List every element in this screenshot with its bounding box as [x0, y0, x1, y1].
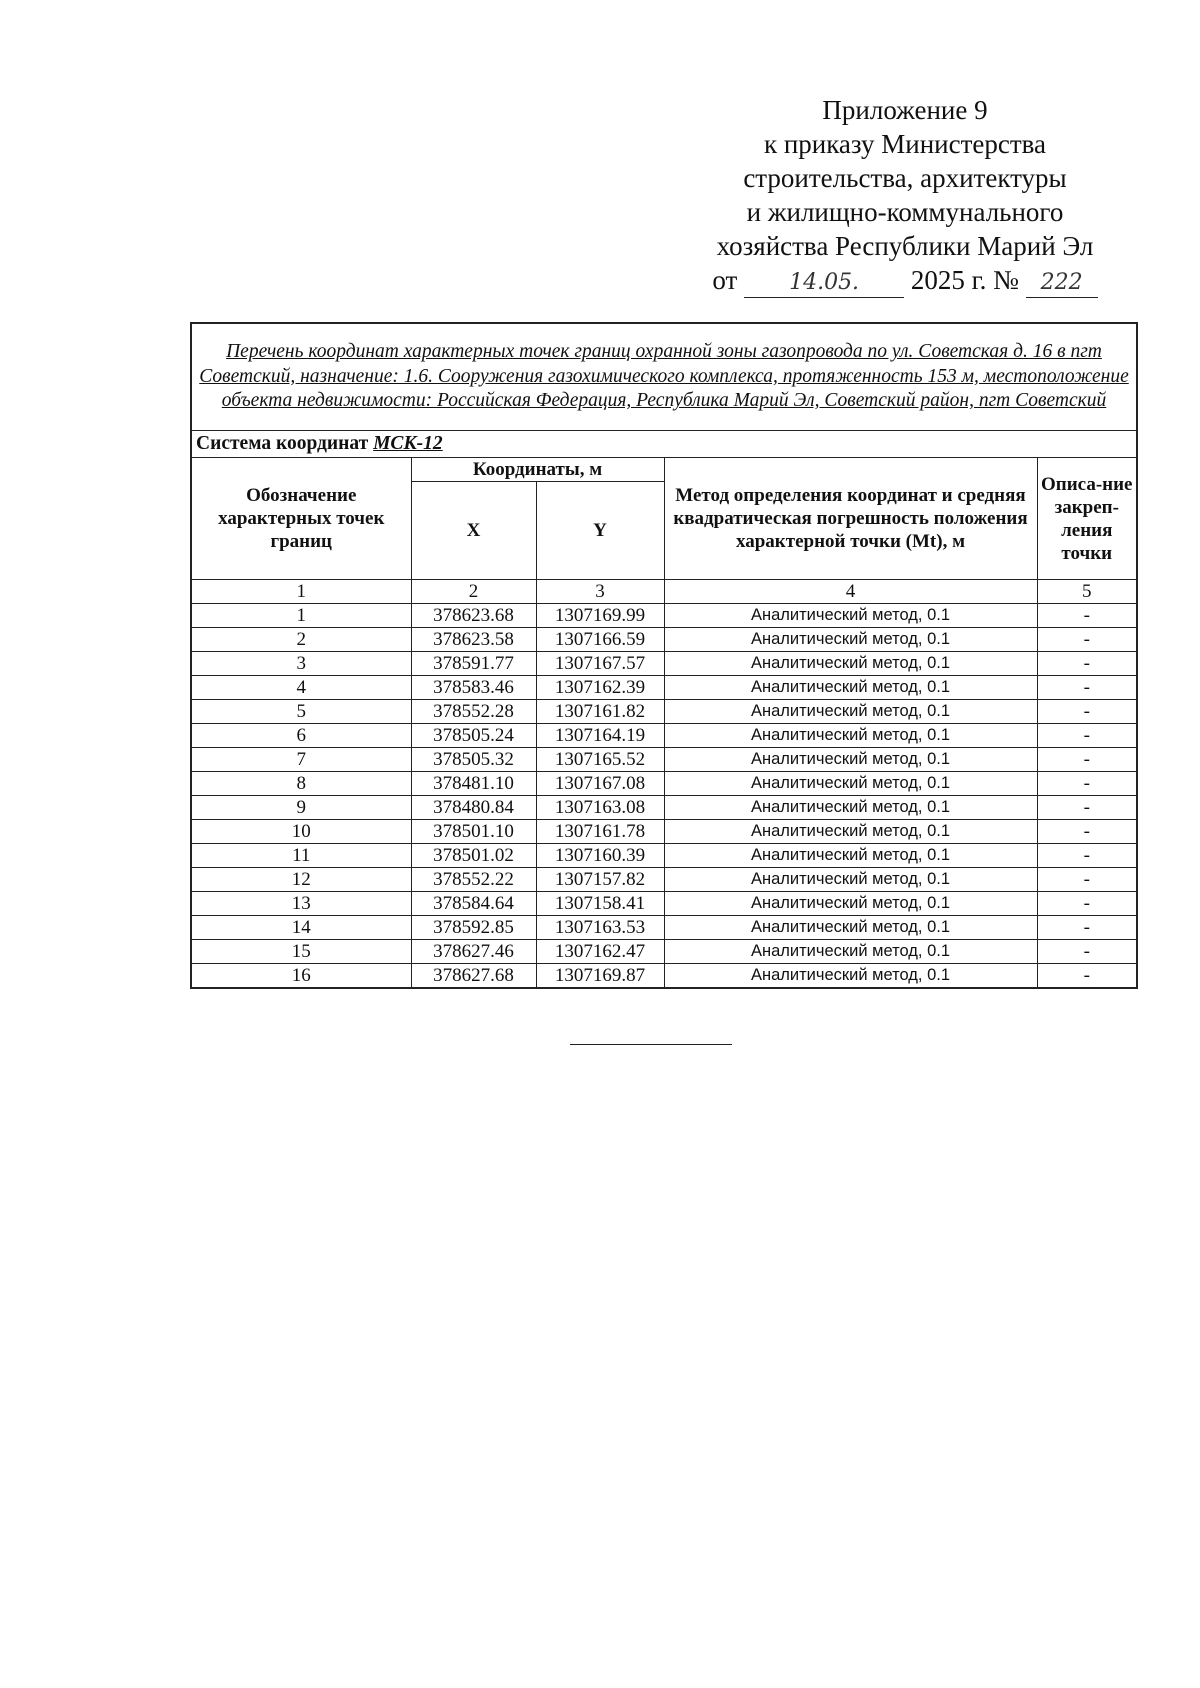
- method-cell: Аналитический метод, 0.1: [664, 796, 1037, 820]
- coord-y: 1307164.19: [536, 724, 664, 748]
- coord-x: 378501.10: [411, 820, 536, 844]
- order-number-handwritten: 222: [1040, 270, 1083, 295]
- order-date-line: [690, 263, 1120, 298]
- coordinate-system-row: [191, 431, 1137, 458]
- table-row: [191, 676, 1137, 700]
- header-line-appendix: Приложение 9: [822, 95, 988, 125]
- header-y: Y: [536, 482, 664, 580]
- method-cell: Аналитический метод, 0.1: [664, 964, 1037, 989]
- desc-cell: -: [1037, 652, 1137, 676]
- point-number: 5: [191, 700, 411, 724]
- coord-y: 1307161.78: [536, 820, 664, 844]
- coord-x: 378480.84: [411, 796, 536, 820]
- desc-cell: -: [1037, 820, 1137, 844]
- method-cell: Аналитический метод, 0.1: [664, 676, 1037, 700]
- column-number: 1: [191, 580, 411, 604]
- header-line-order: к приказу Министерства: [763, 129, 1047, 159]
- method-cell: Аналитический метод, 0.1: [664, 868, 1037, 892]
- method-cell: Аналитический метод, 0.1: [664, 772, 1037, 796]
- column-number: 2: [411, 580, 536, 604]
- method-cell: Аналитический метод, 0.1: [664, 652, 1037, 676]
- point-number: 11: [191, 844, 411, 868]
- point-number: 10: [191, 820, 411, 844]
- desc-cell: -: [1037, 748, 1137, 772]
- table-row: [191, 748, 1137, 772]
- order-year-text: 2025 г. №: [910, 265, 1019, 295]
- coord-y: 1307162.39: [536, 676, 664, 700]
- coord-y: 1307163.53: [536, 916, 664, 940]
- point-number: 1: [191, 604, 411, 628]
- method-cell: Аналитический метод, 0.1: [664, 820, 1037, 844]
- table-row: [191, 964, 1137, 989]
- coord-y: 1307160.39: [536, 844, 664, 868]
- coord-y: 1307167.57: [536, 652, 664, 676]
- desc-cell: -: [1037, 676, 1137, 700]
- method-cell: Аналитический метод, 0.1: [664, 892, 1037, 916]
- header-coords: Координаты, м: [411, 458, 664, 482]
- coord-y: 1307162.47: [536, 940, 664, 964]
- point-number: 13: [191, 892, 411, 916]
- coord-y: 1307158.41: [536, 892, 664, 916]
- table-row: [191, 820, 1137, 844]
- coordinate-system: [191, 431, 1137, 458]
- order-date-field: [744, 266, 904, 298]
- table-row: [191, 916, 1137, 940]
- table-row: [191, 700, 1137, 724]
- method-cell: Аналитический метод, 0.1: [664, 700, 1037, 724]
- coord-x: 378592.85: [411, 916, 536, 940]
- desc-cell: -: [1037, 892, 1137, 916]
- desc-cell: -: [1037, 964, 1137, 989]
- column-number: 4: [664, 580, 1037, 604]
- method-cell: Аналитический метод, 0.1: [664, 604, 1037, 628]
- coord-x: 378505.32: [411, 748, 536, 772]
- desc-cell: -: [1037, 724, 1137, 748]
- table-row: [191, 796, 1137, 820]
- desc-cell: -: [1037, 796, 1137, 820]
- coord-x: 378552.28: [411, 700, 536, 724]
- coord-x: 378501.02: [411, 844, 536, 868]
- coordinates-table: [190, 322, 1138, 989]
- table-row: [191, 892, 1137, 916]
- desc-cell: -: [1037, 772, 1137, 796]
- method-cell: Аналитический метод, 0.1: [664, 748, 1037, 772]
- coord-y: 1307165.52: [536, 748, 664, 772]
- method-cell: Аналитический метод, 0.1: [664, 724, 1037, 748]
- table-row: [191, 604, 1137, 628]
- coord-x: 378591.77: [411, 652, 536, 676]
- coord-x: 378627.68: [411, 964, 536, 989]
- header-x: X: [411, 482, 536, 580]
- point-number: 3: [191, 652, 411, 676]
- header-line-ministry-2: и жилищно-коммунального: [746, 197, 1064, 227]
- date-prefix: от: [712, 265, 738, 295]
- column-number: 3: [536, 580, 664, 604]
- table-row: [191, 940, 1137, 964]
- header-method: Метод определения координат и средняя квадратическая погрешность положения характерной точки (Mt), м: [664, 458, 1037, 580]
- coord-x: 378552.22: [411, 868, 536, 892]
- table-row: [191, 772, 1137, 796]
- appendix-header: [690, 93, 1120, 298]
- point-number: 9: [191, 796, 411, 820]
- table-title-row: [191, 323, 1137, 431]
- point-number: 2: [191, 628, 411, 652]
- point-number: 4: [191, 676, 411, 700]
- coord-x: 378481.10: [411, 772, 536, 796]
- coord-x: 378623.58: [411, 628, 536, 652]
- table-row: [191, 628, 1137, 652]
- desc-cell: -: [1037, 940, 1137, 964]
- method-cell: Аналитический метод, 0.1: [664, 940, 1037, 964]
- desc-cell: -: [1037, 700, 1137, 724]
- desc-cell: -: [1037, 916, 1137, 940]
- coord-x: 378627.46: [411, 940, 536, 964]
- desc-cell: -: [1037, 628, 1137, 652]
- header-line-ministry-3: хозяйства Республики Марий Эл: [716, 231, 1094, 261]
- point-number: 14: [191, 916, 411, 940]
- table-row: [191, 844, 1137, 868]
- coord-x: 378584.64: [411, 892, 536, 916]
- point-number: 16: [191, 964, 411, 989]
- header-desc: Описа-ние закреп-ления точки: [1037, 458, 1137, 580]
- coord-x: 378583.46: [411, 676, 536, 700]
- coord-x: 378505.24: [411, 724, 536, 748]
- desc-cell: -: [1037, 868, 1137, 892]
- desc-cell: -: [1037, 844, 1137, 868]
- method-cell: Аналитический метод, 0.1: [664, 916, 1037, 940]
- table-row: [191, 652, 1137, 676]
- header-point: Обозначение характерных точек границ: [191, 458, 411, 580]
- coord-y: 1307163.08: [536, 796, 664, 820]
- coordinate-system-label: Система координат: [196, 433, 369, 454]
- table-row: [191, 868, 1137, 892]
- coord-y: 1307169.87: [536, 964, 664, 989]
- table-row: [191, 724, 1137, 748]
- method-cell: Аналитический метод, 0.1: [664, 628, 1037, 652]
- desc-cell: -: [1037, 604, 1137, 628]
- order-date-handwritten: 14.05.: [789, 270, 860, 295]
- coord-y: 1307169.99: [536, 604, 664, 628]
- coordinate-system-name: МСК-12: [373, 433, 443, 454]
- column-number: 5: [1037, 580, 1137, 604]
- point-number: 7: [191, 748, 411, 772]
- coord-x: 378623.68: [411, 604, 536, 628]
- point-number: 6: [191, 724, 411, 748]
- table-title: Перечень координат характерных точек границ охранной зоны газопровода по ул. Советская д. 16 в пгт Советский, назначение: 1.6. Сооружения газохимического комплекса, протяженность 153 м, местоположение объекта недвижимости: Российская Федерация, Республика Марий Эл, Советский район, пгт Советский: [191, 323, 1137, 431]
- coord-y: 1307167.08: [536, 772, 664, 796]
- point-number: 8: [191, 772, 411, 796]
- order-number-field: [1026, 266, 1098, 298]
- coord-y: 1307166.59: [536, 628, 664, 652]
- method-cell: Аналитический метод, 0.1: [664, 844, 1037, 868]
- header-line-ministry-1: строительства, архитектуры: [743, 163, 1067, 193]
- point-number: 15: [191, 940, 411, 964]
- coord-y: 1307157.82: [536, 868, 664, 892]
- coord-y: 1307161.82: [536, 700, 664, 724]
- closing-rule: [570, 1044, 732, 1045]
- column-number-row: [191, 580, 1137, 604]
- header-row-1: [191, 458, 1137, 482]
- point-number: 12: [191, 868, 411, 892]
